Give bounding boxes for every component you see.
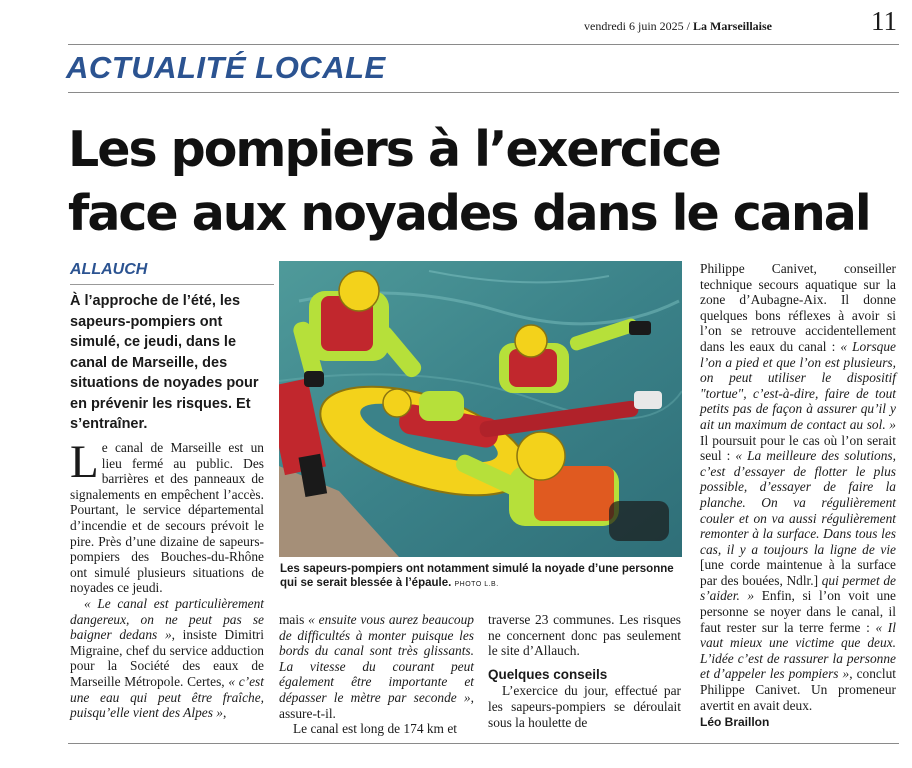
headline-line-2: face aux noyades dans le canal	[68, 185, 870, 242]
quote: « Lorsque l’on a pied et que l’on est plusieurs, on peut utiliser le dispositif "tortue", c’est-à-dire, faire de tout petits pas de façon à assurer qu’il y ait un maximum de contact au sol. »	[700, 338, 897, 432]
section-rule	[68, 92, 899, 93]
drop-cap: L	[70, 436, 99, 488]
paragraph-canal-length: Le canal est long de 174 km et	[293, 721, 457, 737]
paragraph-communes: traverse 23 communes. Les risques ne concernent donc pas seulement le site d’Allauch.	[488, 612, 681, 659]
author-signature: Léo Braillon	[700, 715, 770, 730]
paragraph-continued	[279, 612, 474, 721]
paragraph-intro	[70, 436, 264, 596]
quote: « Le canal est particulièrement dangereux, on ne peut pas se baigner dedans »	[70, 595, 264, 643]
header-rule	[68, 44, 899, 45]
paragraph-text: , assure-t-il.	[279, 689, 474, 721]
paragraph-quote-migraine	[70, 596, 264, 721]
article-column-3	[488, 612, 681, 730]
quote: qui permet de s’aider. »	[700, 572, 896, 604]
quote: « c’est une eau qui peut être fraîche, puisqu’elle vient des Alpes »	[70, 673, 264, 721]
subheading: Quelques conseils	[488, 666, 608, 682]
header-paper-name: La Marseillaise	[693, 19, 772, 33]
location-rule	[70, 284, 274, 285]
paragraph-text: [une corde maintenue à la surface par des bouées, Ndlr.]	[700, 557, 896, 588]
location-label: ALLAUCH	[70, 261, 148, 278]
paragraph-text: Philippe Canivet, conseiller technique secours aquatique sur la zone d’Aubagne-Aix. Il donne quelques bons réflexes à avoir si l’on se retrouve accidentellement dans les eaux du canal :	[700, 261, 896, 354]
paragraph-text: Enfin, si l’on voit une personne se noyer dans le canal, il faut rester sur la terre ferme :	[700, 588, 896, 635]
section-title: ACTUALITÉ LOCALE	[66, 50, 386, 85]
photo-illustration	[279, 261, 682, 557]
page-number: 11	[871, 6, 897, 36]
standfirst: À l’approche de l’été, les sapeurs-pompiers ont simulé, ce jeudi, dans le canal de Marseille, des situations de noyades pour en prévenir les risques. Et s’entraîner.	[70, 293, 259, 432]
paragraph-text: mais	[279, 612, 309, 627]
article-column-2	[279, 612, 474, 737]
header-date-line	[584, 19, 772, 34]
photo-caption	[280, 562, 682, 592]
quote: « La meilleure des solutions, c’est d’essayer de flotter le plus possible, d’essayer de faire la planche. On va régulièrement couler et on va aussi régulièrement remonter à la surface. Dans tous les cas, il y a toujours la ligne de vie	[700, 448, 896, 557]
photo-caption-text: Les sapeurs-pompiers ont notamment simulé la noyade d’une personne qui se serait blessée à l’épaule.	[280, 563, 674, 589]
paragraph-intro-text: e canal de Marseille est un lieu fermé au public. Des barrières et des panneaux de signalements en empêchent l’accès. Pourtant, le service départemental d’incendie et de secours prévoit le pire. Près d’une dizaine de sapeurs-pompiers des Bouches-du-Rhône ont simulé plusieurs situations de noyades ce jeudi.	[70, 440, 264, 596]
article-column-1	[70, 436, 264, 721]
paragraph-exercise: L’exercice du jour, effectué par les sapeurs-pompiers se déroulait sous la houlette de	[488, 683, 681, 730]
paragraph-text: Il poursuit pour le cas où l’on serait seul :	[700, 432, 896, 464]
headline-line-1: Les pompiers à l’exercice	[68, 121, 720, 178]
quote: « Il vaut mieux une victime que deux. L’idée c’est de rassurer la personne et d’appeler les pompiers »	[700, 619, 896, 682]
paragraph-canivet	[700, 261, 896, 713]
photo-credit: PHOTO L.B.	[454, 581, 499, 588]
headline	[68, 118, 870, 246]
quote: « ensuite vous aurez beaucoup de difficultés à monter puisque les bords du canal sont très glissants. La vitesse du courant peut également être importante et dépasser le mètre par seconde »	[279, 612, 474, 705]
paragraph-text: , conclut Philippe Canivet. Un promeneur avertit en avait deux.	[700, 666, 896, 713]
paragraph-text: ,	[222, 705, 227, 721]
header-date: vendredi 6 juin 2025 /	[584, 19, 691, 33]
article-column-4	[700, 261, 896, 731]
article-photo	[279, 261, 682, 557]
paragraph-text: , insiste Dimitri Migraine, chef du service adduction pour la Société des eaux de Marseille Métropole. Certes,	[70, 627, 264, 689]
footer-rule	[68, 743, 899, 744]
